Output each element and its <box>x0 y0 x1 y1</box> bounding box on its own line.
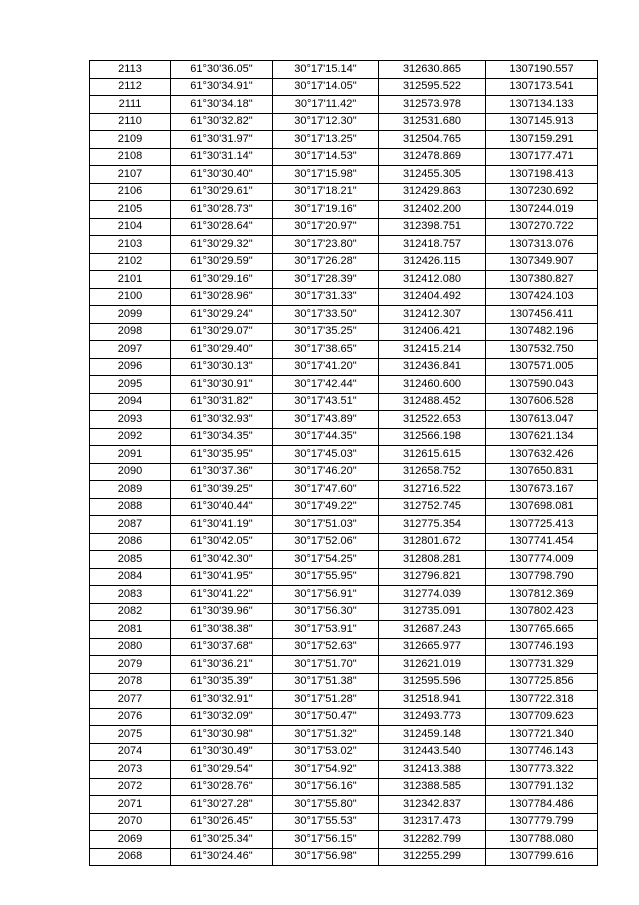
point-number-cell: 2086 <box>90 533 171 551</box>
longitude-cell: 30°17'50.47" <box>273 708 379 726</box>
y-coordinate-cell: 1307349.907 <box>486 253 598 271</box>
longitude-cell: 30°17'14.05" <box>273 78 379 96</box>
longitude-cell: 30°17'11.42" <box>273 96 379 114</box>
point-number-cell: 2068 <box>90 848 171 866</box>
y-coordinate-cell: 1307606.528 <box>486 393 598 411</box>
y-coordinate-cell: 1307621.134 <box>486 428 598 446</box>
y-coordinate-cell: 1307722.318 <box>486 691 598 709</box>
table-row <box>90 236 598 254</box>
latitude-cell: 61°30'42.05" <box>171 533 273 551</box>
point-number-cell: 2071 <box>90 796 171 814</box>
y-coordinate-cell: 1307798.790 <box>486 568 598 586</box>
point-number-cell: 2088 <box>90 498 171 516</box>
table-row <box>90 428 598 446</box>
point-number-cell: 2101 <box>90 271 171 289</box>
longitude-cell: 30°17'14.53" <box>273 148 379 166</box>
point-number-cell: 2087 <box>90 516 171 534</box>
point-number-cell: 2080 <box>90 638 171 656</box>
y-coordinate-cell: 1307380.827 <box>486 271 598 289</box>
point-number-cell: 2111 <box>90 96 171 114</box>
y-coordinate-cell: 1307532.750 <box>486 341 598 359</box>
longitude-cell: 30°17'52.63" <box>273 638 379 656</box>
longitude-cell: 30°17'42.44" <box>273 376 379 394</box>
y-coordinate-cell: 1307746.193 <box>486 638 598 656</box>
y-coordinate-cell: 1307134.133 <box>486 96 598 114</box>
longitude-cell: 30°17'12.30" <box>273 113 379 131</box>
x-coordinate-cell: 312413.388 <box>379 761 486 779</box>
y-coordinate-cell: 1307456.411 <box>486 306 598 324</box>
y-coordinate-cell: 1307725.856 <box>486 673 598 691</box>
latitude-cell: 61°30'29.16" <box>171 271 273 289</box>
point-number-cell: 2089 <box>90 481 171 499</box>
table-row <box>90 183 598 201</box>
x-coordinate-cell: 312716.522 <box>379 481 486 499</box>
table-row <box>90 796 598 814</box>
point-number-cell: 2104 <box>90 218 171 236</box>
longitude-cell: 30°17'51.28" <box>273 691 379 709</box>
x-coordinate-cell: 312282.799 <box>379 831 486 849</box>
latitude-cell: 61°30'29.32" <box>171 236 273 254</box>
y-coordinate-cell: 1307698.081 <box>486 498 598 516</box>
longitude-cell: 30°17'52.06" <box>273 533 379 551</box>
point-number-cell: 2096 <box>90 358 171 376</box>
point-number-cell: 2093 <box>90 411 171 429</box>
table-row <box>90 131 598 149</box>
longitude-cell: 30°17'41.20" <box>273 358 379 376</box>
longitude-cell: 30°17'51.32" <box>273 726 379 744</box>
point-number-cell: 2072 <box>90 778 171 796</box>
y-coordinate-cell: 1307159.291 <box>486 131 598 149</box>
x-coordinate-cell: 312398.751 <box>379 218 486 236</box>
longitude-cell: 30°17'51.03" <box>273 516 379 534</box>
table-row <box>90 778 598 796</box>
y-coordinate-cell: 1307799.616 <box>486 848 598 866</box>
longitude-cell: 30°17'15.14" <box>273 61 379 79</box>
x-coordinate-cell: 312388.585 <box>379 778 486 796</box>
table-row <box>90 568 598 586</box>
x-coordinate-cell: 312801.672 <box>379 533 486 551</box>
longitude-cell: 30°17'18.21" <box>273 183 379 201</box>
latitude-cell: 61°30'29.59" <box>171 253 273 271</box>
latitude-cell: 61°30'31.97" <box>171 131 273 149</box>
table-row <box>90 393 598 411</box>
point-number-cell: 2081 <box>90 621 171 639</box>
longitude-cell: 30°17'56.91" <box>273 586 379 604</box>
x-coordinate-cell: 312595.596 <box>379 673 486 691</box>
longitude-cell: 30°17'15.98" <box>273 166 379 184</box>
table-row <box>90 376 598 394</box>
table-row <box>90 831 598 849</box>
x-coordinate-cell: 312460.600 <box>379 376 486 394</box>
latitude-cell: 61°30'39.25" <box>171 481 273 499</box>
y-coordinate-cell: 1307779.799 <box>486 813 598 831</box>
latitude-cell: 61°30'32.82" <box>171 113 273 131</box>
latitude-cell: 61°30'25.34" <box>171 831 273 849</box>
longitude-cell: 30°17'13.25" <box>273 131 379 149</box>
y-coordinate-cell: 1307731.329 <box>486 656 598 674</box>
point-number-cell: 2102 <box>90 253 171 271</box>
table-row <box>90 621 598 639</box>
y-coordinate-cell: 1307613.047 <box>486 411 598 429</box>
y-coordinate-cell: 1307244.019 <box>486 201 598 219</box>
longitude-cell: 30°17'51.70" <box>273 656 379 674</box>
x-coordinate-cell: 312418.757 <box>379 236 486 254</box>
point-number-cell: 2092 <box>90 428 171 446</box>
longitude-cell: 30°17'20.97" <box>273 218 379 236</box>
table-row <box>90 533 598 551</box>
x-coordinate-cell: 312443.540 <box>379 743 486 761</box>
x-coordinate-cell: 312493.773 <box>379 708 486 726</box>
table-row <box>90 358 598 376</box>
y-coordinate-cell: 1307673.167 <box>486 481 598 499</box>
x-coordinate-cell: 312504.765 <box>379 131 486 149</box>
latitude-cell: 61°30'41.19" <box>171 516 273 534</box>
table-row <box>90 148 598 166</box>
x-coordinate-cell: 312429.863 <box>379 183 486 201</box>
latitude-cell: 61°30'30.91" <box>171 376 273 394</box>
y-coordinate-cell: 1307230.692 <box>486 183 598 201</box>
table-row <box>90 306 598 324</box>
table-row <box>90 481 598 499</box>
latitude-cell: 61°30'31.82" <box>171 393 273 411</box>
point-number-cell: 2112 <box>90 78 171 96</box>
longitude-cell: 30°17'45.03" <box>273 446 379 464</box>
latitude-cell: 61°30'29.54" <box>171 761 273 779</box>
x-coordinate-cell: 312796.821 <box>379 568 486 586</box>
point-number-cell: 2076 <box>90 708 171 726</box>
longitude-cell: 30°17'56.98" <box>273 848 379 866</box>
latitude-cell: 61°30'31.14" <box>171 148 273 166</box>
latitude-cell: 61°30'32.09" <box>171 708 273 726</box>
latitude-cell: 61°30'32.93" <box>171 411 273 429</box>
latitude-cell: 61°30'35.39" <box>171 673 273 691</box>
point-number-cell: 2090 <box>90 463 171 481</box>
table-row <box>90 673 598 691</box>
x-coordinate-cell: 312412.307 <box>379 306 486 324</box>
latitude-cell: 61°30'26.45" <box>171 813 273 831</box>
y-coordinate-cell: 1307145.913 <box>486 113 598 131</box>
y-coordinate-cell: 1307424.103 <box>486 288 598 306</box>
x-coordinate-cell: 312595.522 <box>379 78 486 96</box>
longitude-cell: 30°17'43.51" <box>273 393 379 411</box>
latitude-cell: 61°30'29.24" <box>171 306 273 324</box>
x-coordinate-cell: 312455.305 <box>379 166 486 184</box>
longitude-cell: 30°17'47.60" <box>273 481 379 499</box>
point-number-cell: 2084 <box>90 568 171 586</box>
longitude-cell: 30°17'54.92" <box>273 761 379 779</box>
longitude-cell: 30°17'56.30" <box>273 603 379 621</box>
table-row <box>90 96 598 114</box>
table-row <box>90 271 598 289</box>
y-coordinate-cell: 1307746.143 <box>486 743 598 761</box>
point-number-cell: 2113 <box>90 61 171 79</box>
table-row <box>90 61 598 79</box>
y-coordinate-cell: 1307791.132 <box>486 778 598 796</box>
x-coordinate-cell: 312775.354 <box>379 516 486 534</box>
table-row <box>90 446 598 464</box>
y-coordinate-cell: 1307812.369 <box>486 586 598 604</box>
point-number-cell: 2109 <box>90 131 171 149</box>
y-coordinate-cell: 1307590.043 <box>486 376 598 394</box>
x-coordinate-cell: 312522.653 <box>379 411 486 429</box>
x-coordinate-cell: 312808.281 <box>379 551 486 569</box>
latitude-cell: 61°30'42.30" <box>171 551 273 569</box>
latitude-cell: 61°30'28.76" <box>171 778 273 796</box>
table-row <box>90 551 598 569</box>
latitude-cell: 61°30'29.07" <box>171 323 273 341</box>
table-row <box>90 761 598 779</box>
table-row <box>90 463 598 481</box>
point-number-cell: 2095 <box>90 376 171 394</box>
x-coordinate-cell: 312566.198 <box>379 428 486 446</box>
latitude-cell: 61°30'35.95" <box>171 446 273 464</box>
table-row <box>90 253 598 271</box>
latitude-cell: 61°30'34.91" <box>171 78 273 96</box>
x-coordinate-cell: 312621.019 <box>379 656 486 674</box>
x-coordinate-cell: 312402.200 <box>379 201 486 219</box>
longitude-cell: 30°17'55.53" <box>273 813 379 831</box>
table-row <box>90 201 598 219</box>
y-coordinate-cell: 1307632.426 <box>486 446 598 464</box>
table-row <box>90 638 598 656</box>
y-coordinate-cell: 1307788.080 <box>486 831 598 849</box>
point-number-cell: 2099 <box>90 306 171 324</box>
y-coordinate-cell: 1307774.009 <box>486 551 598 569</box>
longitude-cell: 30°17'35.25" <box>273 323 379 341</box>
point-number-cell: 2082 <box>90 603 171 621</box>
x-coordinate-cell: 312459.148 <box>379 726 486 744</box>
y-coordinate-cell: 1307709.623 <box>486 708 598 726</box>
longitude-cell: 30°17'19.16" <box>273 201 379 219</box>
point-number-cell: 2103 <box>90 236 171 254</box>
x-coordinate-cell: 312658.752 <box>379 463 486 481</box>
table-row <box>90 498 598 516</box>
table-row <box>90 848 598 866</box>
x-coordinate-cell: 312752.745 <box>379 498 486 516</box>
latitude-cell: 61°30'37.68" <box>171 638 273 656</box>
table-row <box>90 218 598 236</box>
coordinates-table <box>89 60 598 866</box>
x-coordinate-cell: 312687.243 <box>379 621 486 639</box>
point-number-cell: 2110 <box>90 113 171 131</box>
point-number-cell: 2098 <box>90 323 171 341</box>
y-coordinate-cell: 1307198.413 <box>486 166 598 184</box>
y-coordinate-cell: 1307765.665 <box>486 621 598 639</box>
longitude-cell: 30°17'38.65" <box>273 341 379 359</box>
x-coordinate-cell: 312426.115 <box>379 253 486 271</box>
latitude-cell: 61°30'40.44" <box>171 498 273 516</box>
latitude-cell: 61°30'39.96" <box>171 603 273 621</box>
latitude-cell: 61°30'36.21" <box>171 656 273 674</box>
longitude-cell: 30°17'54.25" <box>273 551 379 569</box>
table-row <box>90 726 598 744</box>
table-row <box>90 113 598 131</box>
y-coordinate-cell: 1307773.322 <box>486 761 598 779</box>
x-coordinate-cell: 312317.473 <box>379 813 486 831</box>
table-row <box>90 708 598 726</box>
longitude-cell: 30°17'55.80" <box>273 796 379 814</box>
latitude-cell: 61°30'36.05" <box>171 61 273 79</box>
x-coordinate-cell: 312573.978 <box>379 96 486 114</box>
x-coordinate-cell: 312615.615 <box>379 446 486 464</box>
point-number-cell: 2107 <box>90 166 171 184</box>
longitude-cell: 30°17'56.16" <box>273 778 379 796</box>
longitude-cell: 30°17'28.39" <box>273 271 379 289</box>
longitude-cell: 30°17'31.33" <box>273 288 379 306</box>
longitude-cell: 30°17'23.80" <box>273 236 379 254</box>
longitude-cell: 30°17'51.38" <box>273 673 379 691</box>
x-coordinate-cell: 312774.039 <box>379 586 486 604</box>
y-coordinate-cell: 1307725.413 <box>486 516 598 534</box>
x-coordinate-cell: 312255.299 <box>379 848 486 866</box>
y-coordinate-cell: 1307741.454 <box>486 533 598 551</box>
longitude-cell: 30°17'55.95" <box>273 568 379 586</box>
y-coordinate-cell: 1307177.471 <box>486 148 598 166</box>
latitude-cell: 61°30'34.18" <box>171 96 273 114</box>
x-coordinate-cell: 312412.080 <box>379 271 486 289</box>
latitude-cell: 61°30'30.13" <box>171 358 273 376</box>
latitude-cell: 61°30'37.36" <box>171 463 273 481</box>
table-row <box>90 516 598 534</box>
point-number-cell: 2079 <box>90 656 171 674</box>
x-coordinate-cell: 312531.680 <box>379 113 486 131</box>
table-row <box>90 323 598 341</box>
x-coordinate-cell: 312436.841 <box>379 358 486 376</box>
x-coordinate-cell: 312404.492 <box>379 288 486 306</box>
x-coordinate-cell: 312406.421 <box>379 323 486 341</box>
point-number-cell: 2083 <box>90 586 171 604</box>
point-number-cell: 2070 <box>90 813 171 831</box>
x-coordinate-cell: 312518.941 <box>379 691 486 709</box>
table-row <box>90 341 598 359</box>
latitude-cell: 61°30'29.40" <box>171 341 273 359</box>
latitude-cell: 61°30'30.40" <box>171 166 273 184</box>
point-number-cell: 2091 <box>90 446 171 464</box>
latitude-cell: 61°30'41.22" <box>171 586 273 604</box>
x-coordinate-cell: 312488.452 <box>379 393 486 411</box>
longitude-cell: 30°17'46.20" <box>273 463 379 481</box>
point-number-cell: 2100 <box>90 288 171 306</box>
y-coordinate-cell: 1307650.831 <box>486 463 598 481</box>
point-number-cell: 2069 <box>90 831 171 849</box>
y-coordinate-cell: 1307313.076 <box>486 236 598 254</box>
point-number-cell: 2108 <box>90 148 171 166</box>
latitude-cell: 61°30'28.64" <box>171 218 273 236</box>
latitude-cell: 61°30'27.28" <box>171 796 273 814</box>
longitude-cell: 30°17'56.15" <box>273 831 379 849</box>
point-number-cell: 2073 <box>90 761 171 779</box>
point-number-cell: 2075 <box>90 726 171 744</box>
table-row <box>90 743 598 761</box>
point-number-cell: 2097 <box>90 341 171 359</box>
x-coordinate-cell: 312630.865 <box>379 61 486 79</box>
latitude-cell: 61°30'32.91" <box>171 691 273 709</box>
point-number-cell: 2105 <box>90 201 171 219</box>
latitude-cell: 61°30'28.96" <box>171 288 273 306</box>
longitude-cell: 30°17'44.35" <box>273 428 379 446</box>
point-number-cell: 2077 <box>90 691 171 709</box>
y-coordinate-cell: 1307173.541 <box>486 78 598 96</box>
y-coordinate-cell: 1307721.340 <box>486 726 598 744</box>
longitude-cell: 30°17'53.91" <box>273 621 379 639</box>
longitude-cell: 30°17'49.22" <box>273 498 379 516</box>
longitude-cell: 30°17'53.02" <box>273 743 379 761</box>
x-coordinate-cell: 312735.091 <box>379 603 486 621</box>
x-coordinate-cell: 312342.837 <box>379 796 486 814</box>
y-coordinate-cell: 1307190.557 <box>486 61 598 79</box>
latitude-cell: 61°30'24.46" <box>171 848 273 866</box>
y-coordinate-cell: 1307270.722 <box>486 218 598 236</box>
table-row <box>90 656 598 674</box>
point-number-cell: 2106 <box>90 183 171 201</box>
table-row <box>90 78 598 96</box>
table-row <box>90 586 598 604</box>
y-coordinate-cell: 1307482.196 <box>486 323 598 341</box>
point-number-cell: 2078 <box>90 673 171 691</box>
x-coordinate-cell: 312415.214 <box>379 341 486 359</box>
latitude-cell: 61°30'28.73" <box>171 201 273 219</box>
point-number-cell: 2074 <box>90 743 171 761</box>
table-row <box>90 411 598 429</box>
y-coordinate-cell: 1307571.005 <box>486 358 598 376</box>
table-row <box>90 691 598 709</box>
latitude-cell: 61°30'30.98" <box>171 726 273 744</box>
latitude-cell: 61°30'38.38" <box>171 621 273 639</box>
latitude-cell: 61°30'34.35" <box>171 428 273 446</box>
x-coordinate-cell: 312478.869 <box>379 148 486 166</box>
table-row <box>90 288 598 306</box>
table-row <box>90 166 598 184</box>
table-row <box>90 603 598 621</box>
latitude-cell: 61°30'29.61" <box>171 183 273 201</box>
point-number-cell: 2094 <box>90 393 171 411</box>
y-coordinate-cell: 1307784.486 <box>486 796 598 814</box>
point-number-cell: 2085 <box>90 551 171 569</box>
longitude-cell: 30°17'26.28" <box>273 253 379 271</box>
latitude-cell: 61°30'41.95" <box>171 568 273 586</box>
longitude-cell: 30°17'43.89" <box>273 411 379 429</box>
x-coordinate-cell: 312665.977 <box>379 638 486 656</box>
longitude-cell: 30°17'33.50" <box>273 306 379 324</box>
table-row <box>90 813 598 831</box>
coordinates-table-body <box>90 61 598 866</box>
y-coordinate-cell: 1307802.423 <box>486 603 598 621</box>
latitude-cell: 61°30'30.49" <box>171 743 273 761</box>
